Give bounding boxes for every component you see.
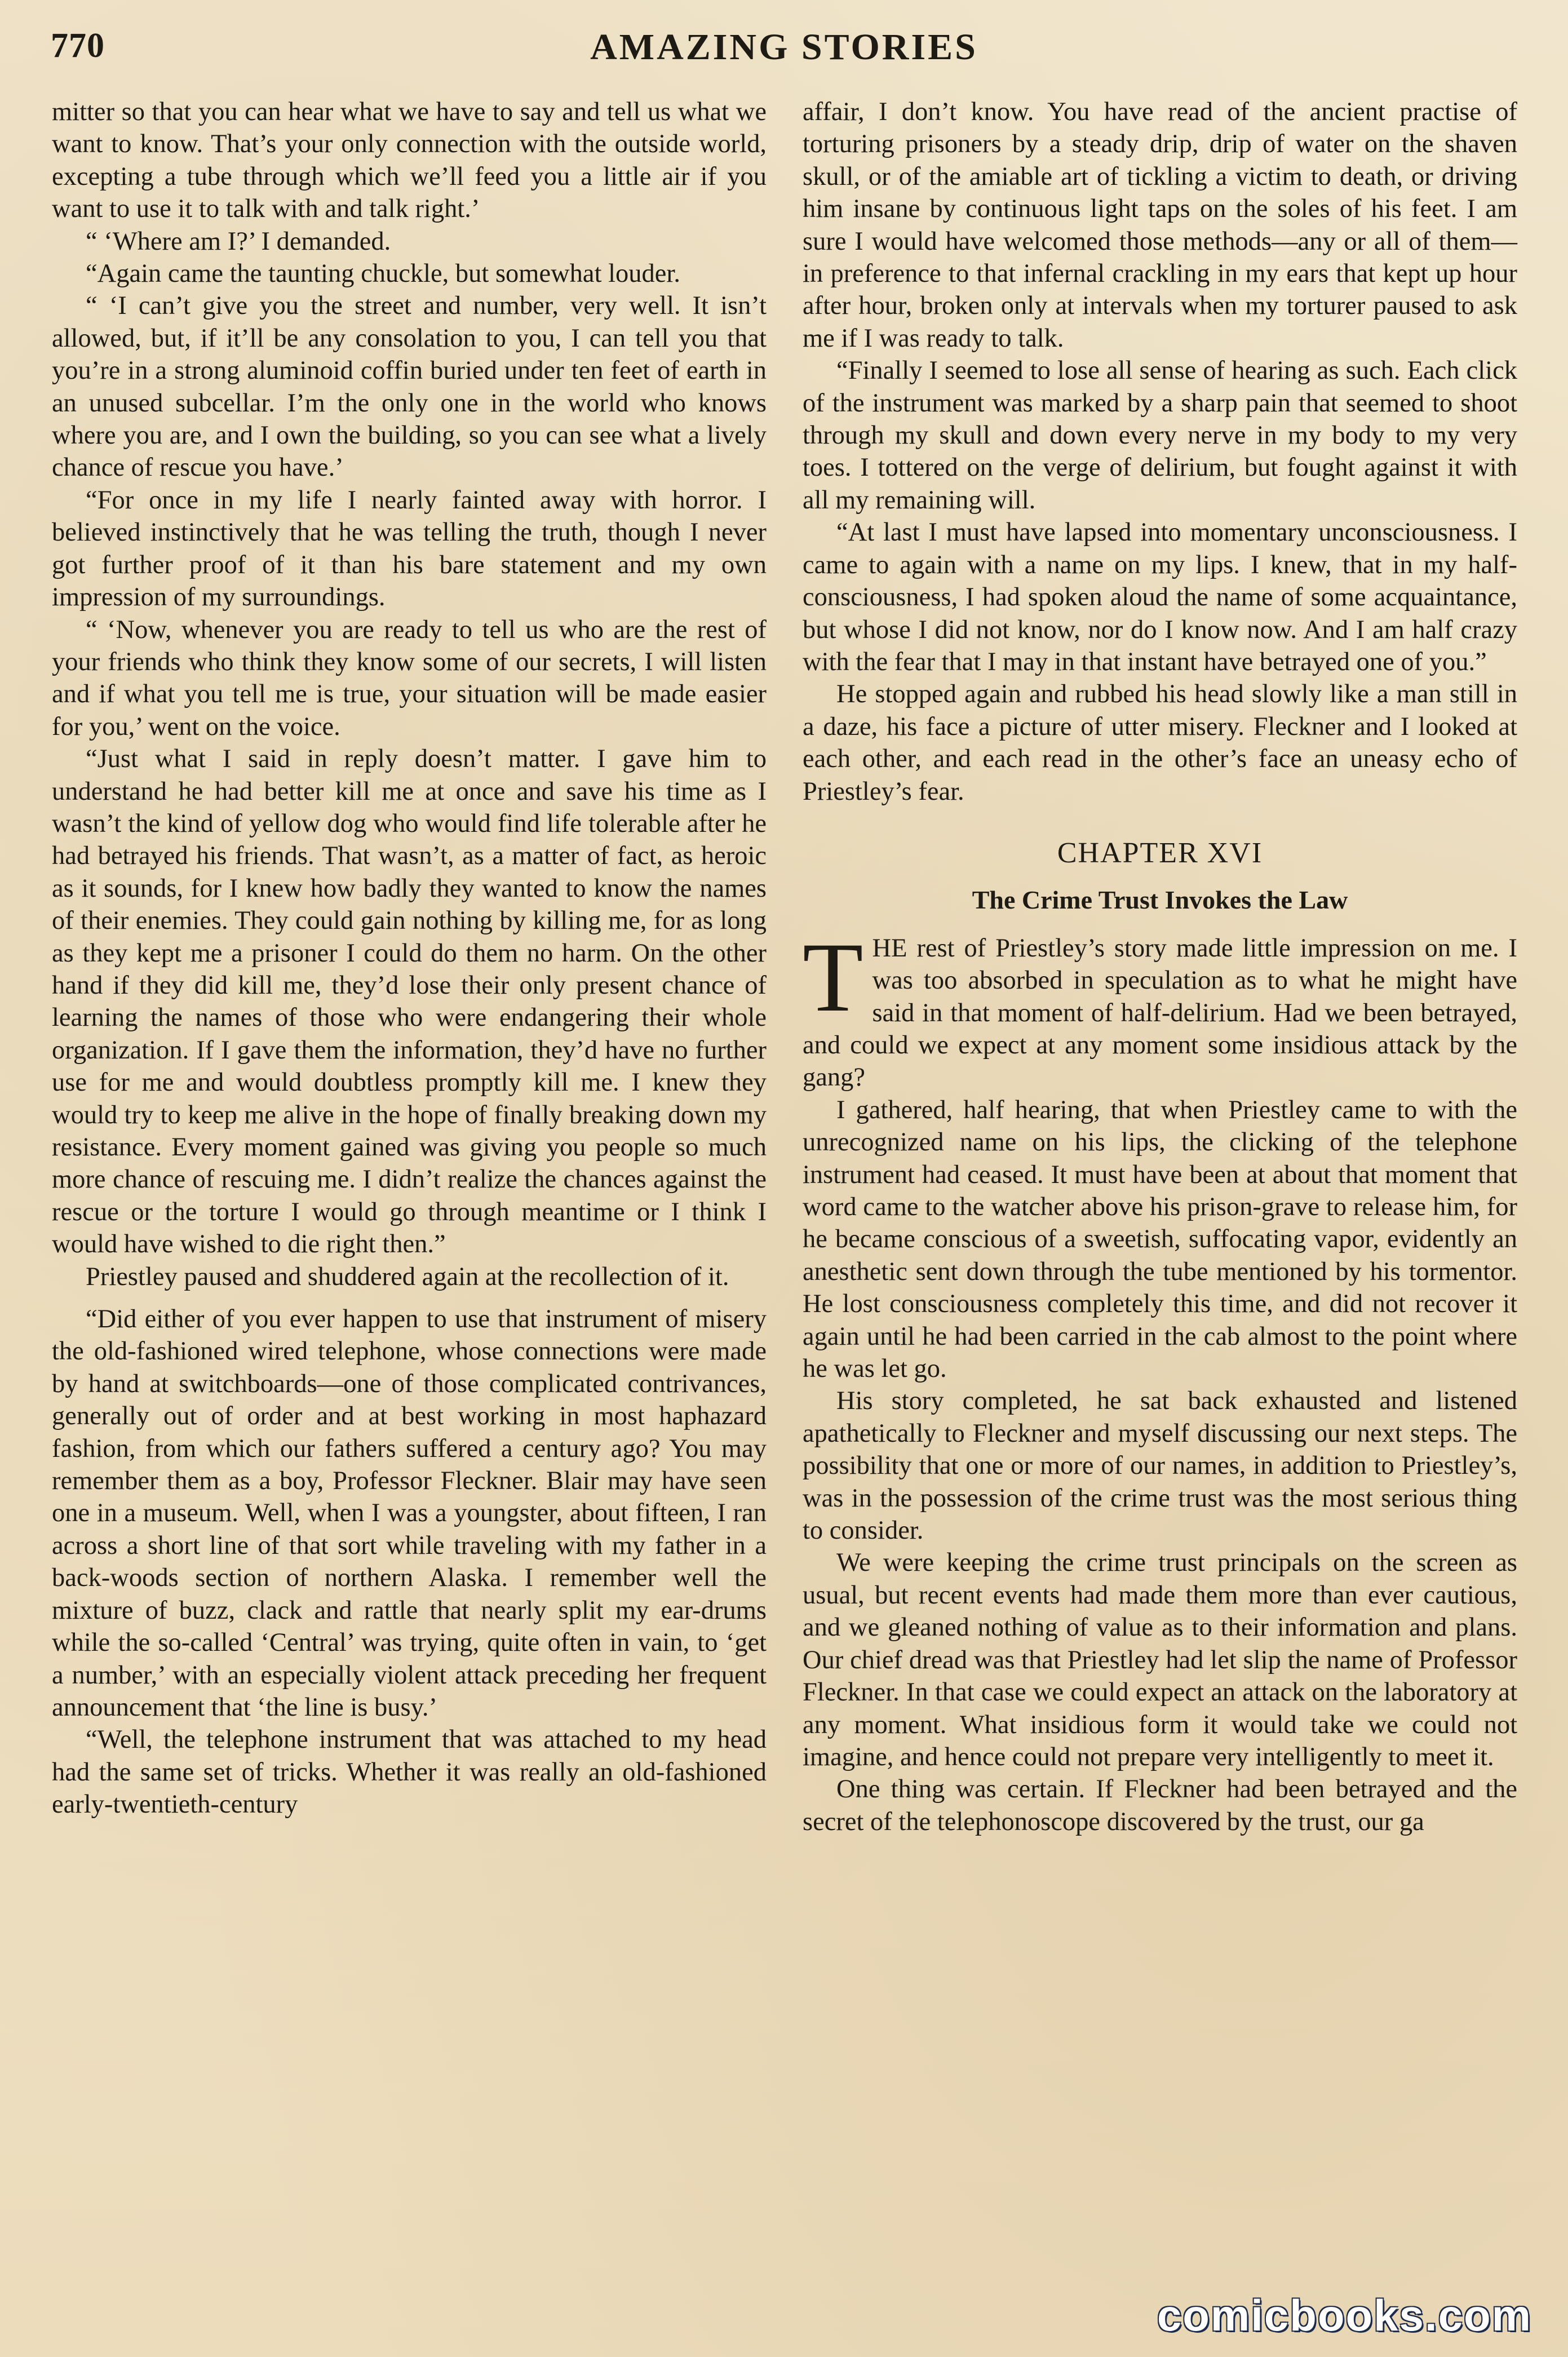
paragraph: affair, I don’t know. You have read of the ancient practise of torturing prisoners by a steady drip, drip of water on the shaven skull, or of the amiable art of tickling a victim to death, or driving him insane by continuous light taps on the soles of his feet. I am sure I would have welcomed those methods—any or all of them—in preference to that infernal crackling in my ears that kept up hour after hour, broken only at intervals when my torturer paused to ask me if I was ready to talk. xyxy=(803,98,1517,353)
right-column xyxy=(803,96,1517,1838)
chapter-subtitle: The Crime Trust Invokes the Law xyxy=(972,885,1348,915)
paragraph: One thing was certain. If Fleckner had been betrayed and the secret of the telephonoscope discovered by the trust, our ga xyxy=(803,1775,1517,1836)
paragraph: “Again came the taunting chuckle, but somewhat louder. xyxy=(86,259,680,289)
page-header xyxy=(51,26,1517,82)
paragraph: Priestley paused and shuddered again at the recollection of it. xyxy=(86,1262,729,1291)
watermark: comicbooks.com xyxy=(1157,2290,1532,2340)
chapter-opening-paragraph xyxy=(803,922,1517,1094)
running-title: AMAZING STORIES xyxy=(590,26,978,68)
opening-text: HE rest of Priestley’s story made little impression on me. I was too absorbed in speculation as to what he might have said in that moment of half-delirium. Had we been betrayed, and could we expect at any moment some insidious attack by the gang? xyxy=(803,933,1517,1092)
paragraph: “Just what I said in reply doesn’t matter. I gave him to understand he had better kill me at once and save his time as I wasn’t the kind of yellow dog who would find life tolerable after he had betrayed his friends. That wasn’t, as a matter of fact, as heroic as it sounds, for I knew how badly they wanted to know the names of their enemies. They could gain nothing by killing me, for as long as they kept me a prisoner I could do them no harm. On the other hand if they did kill me, they’d lose their only present chance of learning the names of those who were endangering their whole organization. If I gave them the information, they’d have no further use for me and would doubtless promptly kill me. I knew they would try to keep me alive in the hope of finally breaking down my resistance. Every moment gained was giving you people so much more chance of rescuing me. I didn’t realize the chances against the rescue or the torture I would go through meantime or I think I would have wished to die right then.” xyxy=(52,745,767,1259)
paragraph: He stopped again and rubbed his head slowly like a man still in a daze, his face a picture of utter misery. Fleckner and I looked at each other, and each read in the other’s face an uneasy echo of Priestley’s fear. xyxy=(803,680,1517,806)
paragraph: “ ‘I can’t give you the street and number, very well. It isn’t allowed, but, if it’ll be any consolation to you, I can tell you that you’re in a strong aluminoid coffin buried under ten feet of earth in an unused subcellar. I’m the only one in the world who knows where you are, and I own the building, so you can see what a lively chance of rescue you have.’ xyxy=(52,291,767,482)
paragraph: “ ‘Where am I?’ I demanded. xyxy=(86,227,391,256)
paragraph: “ ‘Now, whenever you are ready to tell us who are the rest of your friends who think they know some of our secrets, I will listen and if what you tell me is true, your situation will be made easier for you,’ went on the voice. xyxy=(52,615,767,741)
paragraph: His story completed, he sat back exhausted and listened apathetically to Fleckner and myself discussing our next steps. The possibility that one or more of our names, in addition to Priestley’s, was in the possession of the crime trust was the most serious thing to consider. xyxy=(803,1386,1517,1545)
paragraph: “For once in my life I nearly fainted away with horror. I believed instinctively that he was telling the truth, though I never got further proof of it than his bare statement and my own impression of my surroundings. xyxy=(52,485,767,612)
page-number: 770 xyxy=(51,26,105,65)
left-column xyxy=(52,96,767,1821)
chapter-heading: CHAPTER XVI xyxy=(1057,836,1263,869)
drop-cap: T xyxy=(803,922,863,1033)
paragraph: “Finally I seemed to lose all sense of hearing as such. Each click of the instrument was marked by a sharp pain that seemed to shoot through my skull and down every nerve in my body to my very toes. I tottered on the verge of delirium, but fought against it with all my remaining will. xyxy=(803,356,1517,515)
paragraph: We were keeping the crime trust principals on the screen as usual, but recent events had made them more than ever cautious, and we gleaned nothing of value as to their information and plans. Our chief dread was that Priestley had let slip the name of Professor Fleckner. In that case we could expect an attack on the laboratory at any moment. What insidious form it would take we could not imagine, and hence could not prepare very intelligently to meet it. xyxy=(803,1548,1517,1771)
paragraph: I gathered, half hearing, that when Priestley came to with the unrecognized name on his lips, the clicking of the telephone instrument had ceased. It must have been at about that moment that word came to the watcher above his prison-grave to release him, for he became conscious of a sweetish, suffocating vapor, evidently an anesthetic sent down through the tube mentioned by his tormentor. He lost consciousness completely this time, and did not recover it again until he had been carried in the cab almost to the point where he was let go. xyxy=(803,1095,1517,1384)
paragraph: “Did either of you ever happen to use that instrument of misery the old-fashioned wired telephone, whose connections were made by hand at switchboards—one of those complicated contrivances, generally out of order and at best working in most haphazard fashion, from which our fathers suffered a century ago? You may remember them as a boy, Professor Fleckner. Blair may have seen one in a museum. Well, when I was a youngster, about fifteen, I ran across a short line of that sort while traveling with my father in a back-woods section of northern Alaska. I remember well the mixture of buzz, clack and rattle that nearly split my ear-drums while the so-called ‘Central’ was trying, quite often in vain, to ‘get a number,’ with an especially violent attack preceding her frequent announcement that ‘the line is busy.’ xyxy=(52,1305,767,1722)
paragraph: mitter so that you can hear what we have to say and tell us what we want to know. That’s your only connection with the outside world, excepting a tube through which we’ll feed you a little air if you want to use it to talk with and talk right.’ xyxy=(52,98,767,224)
paragraph: “At last I must have lapsed into momentary unconsciousness. I came to again with a name on my lips. I knew, that in my half-consciousness, I had spoken aloud the name of some acquaintance, but whose I did not know, nor do I know now. And I am half crazy with the fear that I may in that instant have betrayed one of you.” xyxy=(803,518,1517,676)
paragraph: “Well, the telephone instrument that was attached to my head had the same set of tricks. Whether it was really an old-fashioned early-twentieth-century xyxy=(52,1725,767,1819)
